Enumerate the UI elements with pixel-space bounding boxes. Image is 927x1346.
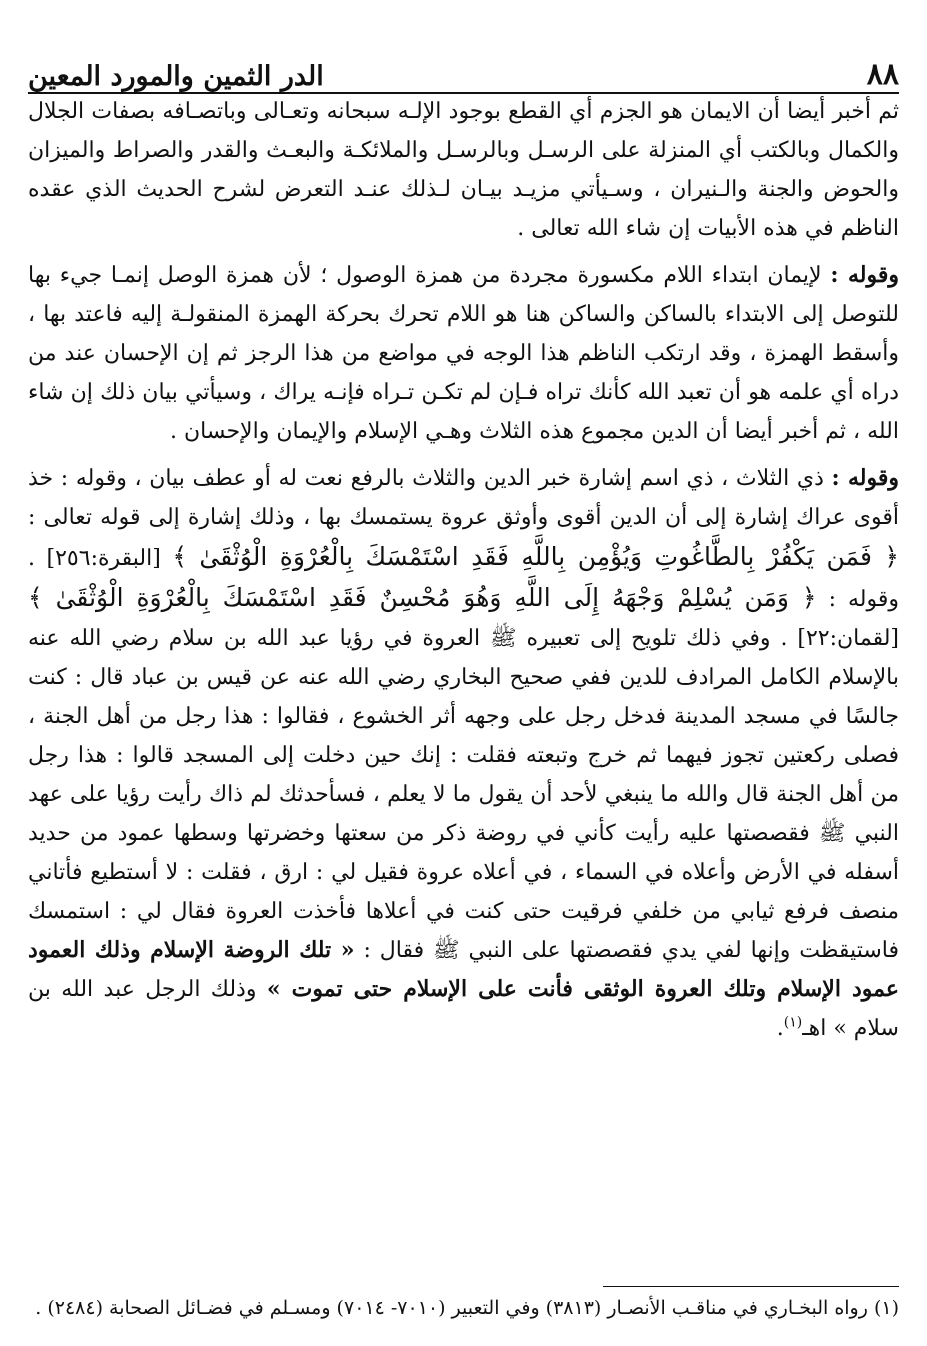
paragraph-ihsan xyxy=(28,256,899,451)
verse-reference: [لقمان:٢٢] xyxy=(797,626,899,651)
paragraph-end: . xyxy=(776,1016,784,1041)
paragraph-text: . وفي ذلك تلويح إلى تعبيره ﷺ العروة في رؤيا عبد الله بن سلام رضي الله عنه بالإسلام الكامل المرادف للدين ففي صحيح البخاري رضي الله عنه عن قيس بن عباد قال : كنت جالسًا في مسجد المدينة فدخل رجل على وجهه أثر الخشوع ، فقالوا : هذا رجل من أهل الجنة ، فصلى ركعتين تجوز فيهما ثم خرج وتبعته فقلت : إنك حين دخلت إلى المسجد قالوا : هذا رجل من أهل الجنة قال والله ما ينبغي لأحد أن يقول ما لا يعلم ، فسأحدثك لم ذاك رأيت رؤيا على عهد النبي ﷺ فقصصتها عليه رأيت كأني في روضة ذكر من سعتها وخضرتها وسطها عمود من حديد أسفله في الأرض وأعلاه في السماء ، في أعلاه عروة فقيل لي : ارق ، فقلت : لا أستطيع فأتاني منصف فرفع ثيابي من خلفي فرقيت حتى كنت في أعلاها فأخذت العروة فقال لي : استمسك فاستيقظت وإنها لفي يدي فقصصتها على النبي ﷺ فقال : xyxy=(28,626,899,963)
paragraph-lead: وقوله : xyxy=(830,262,899,288)
paragraph-text: وذلك الرجل عبد الله بن سلام » اهـ xyxy=(28,977,899,1041)
paragraph-three xyxy=(28,459,899,1048)
verse-reference: [البقرة:٢٥٦] xyxy=(46,546,161,571)
hadith-quote: « تلك الروضة الإسلام وذلك العمود عمود الإسلام وتلك العروة الوثقى فأنت على الإسلام حتى تموت » xyxy=(28,937,900,1002)
book-title: الدر الثمين والمورد المعين xyxy=(28,61,324,92)
paragraph-faith: ثم أخبر أيضا أن الايمان هو الجزم أي القطع بوجود الإلـه سبحانه وتعـالى وباتصـافه بصفات الجلال والكمال وبالكتب أي المنزلة على الرسـل وبالرسـل والملائكـة والبعـث والقدر والصراط والميزان والحوض والجنة والـنيران ، وسـيأتي مزيـد بيـان لـذلك عنـد التعرض لشرح الحديث الذي عقده الناظم في هذه الأبيات إن شاء الله تعالى . xyxy=(28,99,899,241)
page-number: ٨٨ xyxy=(866,57,899,92)
paragraph-text: . وقوله : xyxy=(28,546,899,612)
footnote-reference: (١) xyxy=(783,1014,803,1031)
paragraph-lead: وقوله : xyxy=(831,465,899,491)
footnote-divider xyxy=(603,1286,899,1287)
quran-verse-baqarah: ﴿ فَمَن يَكْفُرْ بِالطَّاغُوتِ وَيُؤْمِن بِاللَّهِ فَقَدِ اسْتَمْسَكَ بِالْعُرْوَةِ الْوُثْقَىٰ ﴾ xyxy=(172,542,900,571)
quran-verse-luqman: ﴿ وَمَن يُسْلِمْ وَجْهَهُ إِلَى اللَّهِ وَهُوَ مُحْسِنٌ فَقَدِ اسْتَمْسَكَ بِالْعُرْوَةِ الْوُثْقَىٰ ﴾ xyxy=(28,583,817,612)
paragraph-text: ذي الثلاث ، ذي اسم إشارة خبر الدين والثلاث بالرفع نعت له أو عطف بيان ، وقوله : خذ أقوى عراك إشارة إلى أن الدين أقوى وأوثق عروة يستمسك بها ، وذلك إشارة إلى قوله تعالى : xyxy=(28,466,899,530)
footnote: (١) رواه البخـاري في مناقـب الأنصـار (٣٨١٣) وفي التعبير (٧٠١٠- ٧٠١٤) ومسـلم في فضـائل الصحابة (٢٤٨٤) . xyxy=(35,1297,899,1319)
paragraph-text: لإيمان ابتداء اللام مكسورة مجردة من همزة الوصول ؛ لأن همزة الوصل إنمـا جيء بها للتوصل إلى الابتداء بالساكن والساكن هنا هو اللام تحرك بحركة الهمزة المنقولـة إليه فاعتد بها ، وأسقط الهمزة ، وقد ارتكب الناظم هذا الوجه في مواضع من هذا الرجز ثم إن الإحسان عند من دراه أي علمه هو أن تعبد الله كأنك تراه فـإن لم تكـن تـراه فإنـه يراك ، وسيأتي بيان ذلك إن شاء الله ، ثم أخبر أيضا أن الدين مجموع هذه الثلاث وهـي الإسلام والإيمان والإحسان . xyxy=(28,263,899,444)
page-header xyxy=(28,48,899,94)
page-body xyxy=(28,92,899,1048)
